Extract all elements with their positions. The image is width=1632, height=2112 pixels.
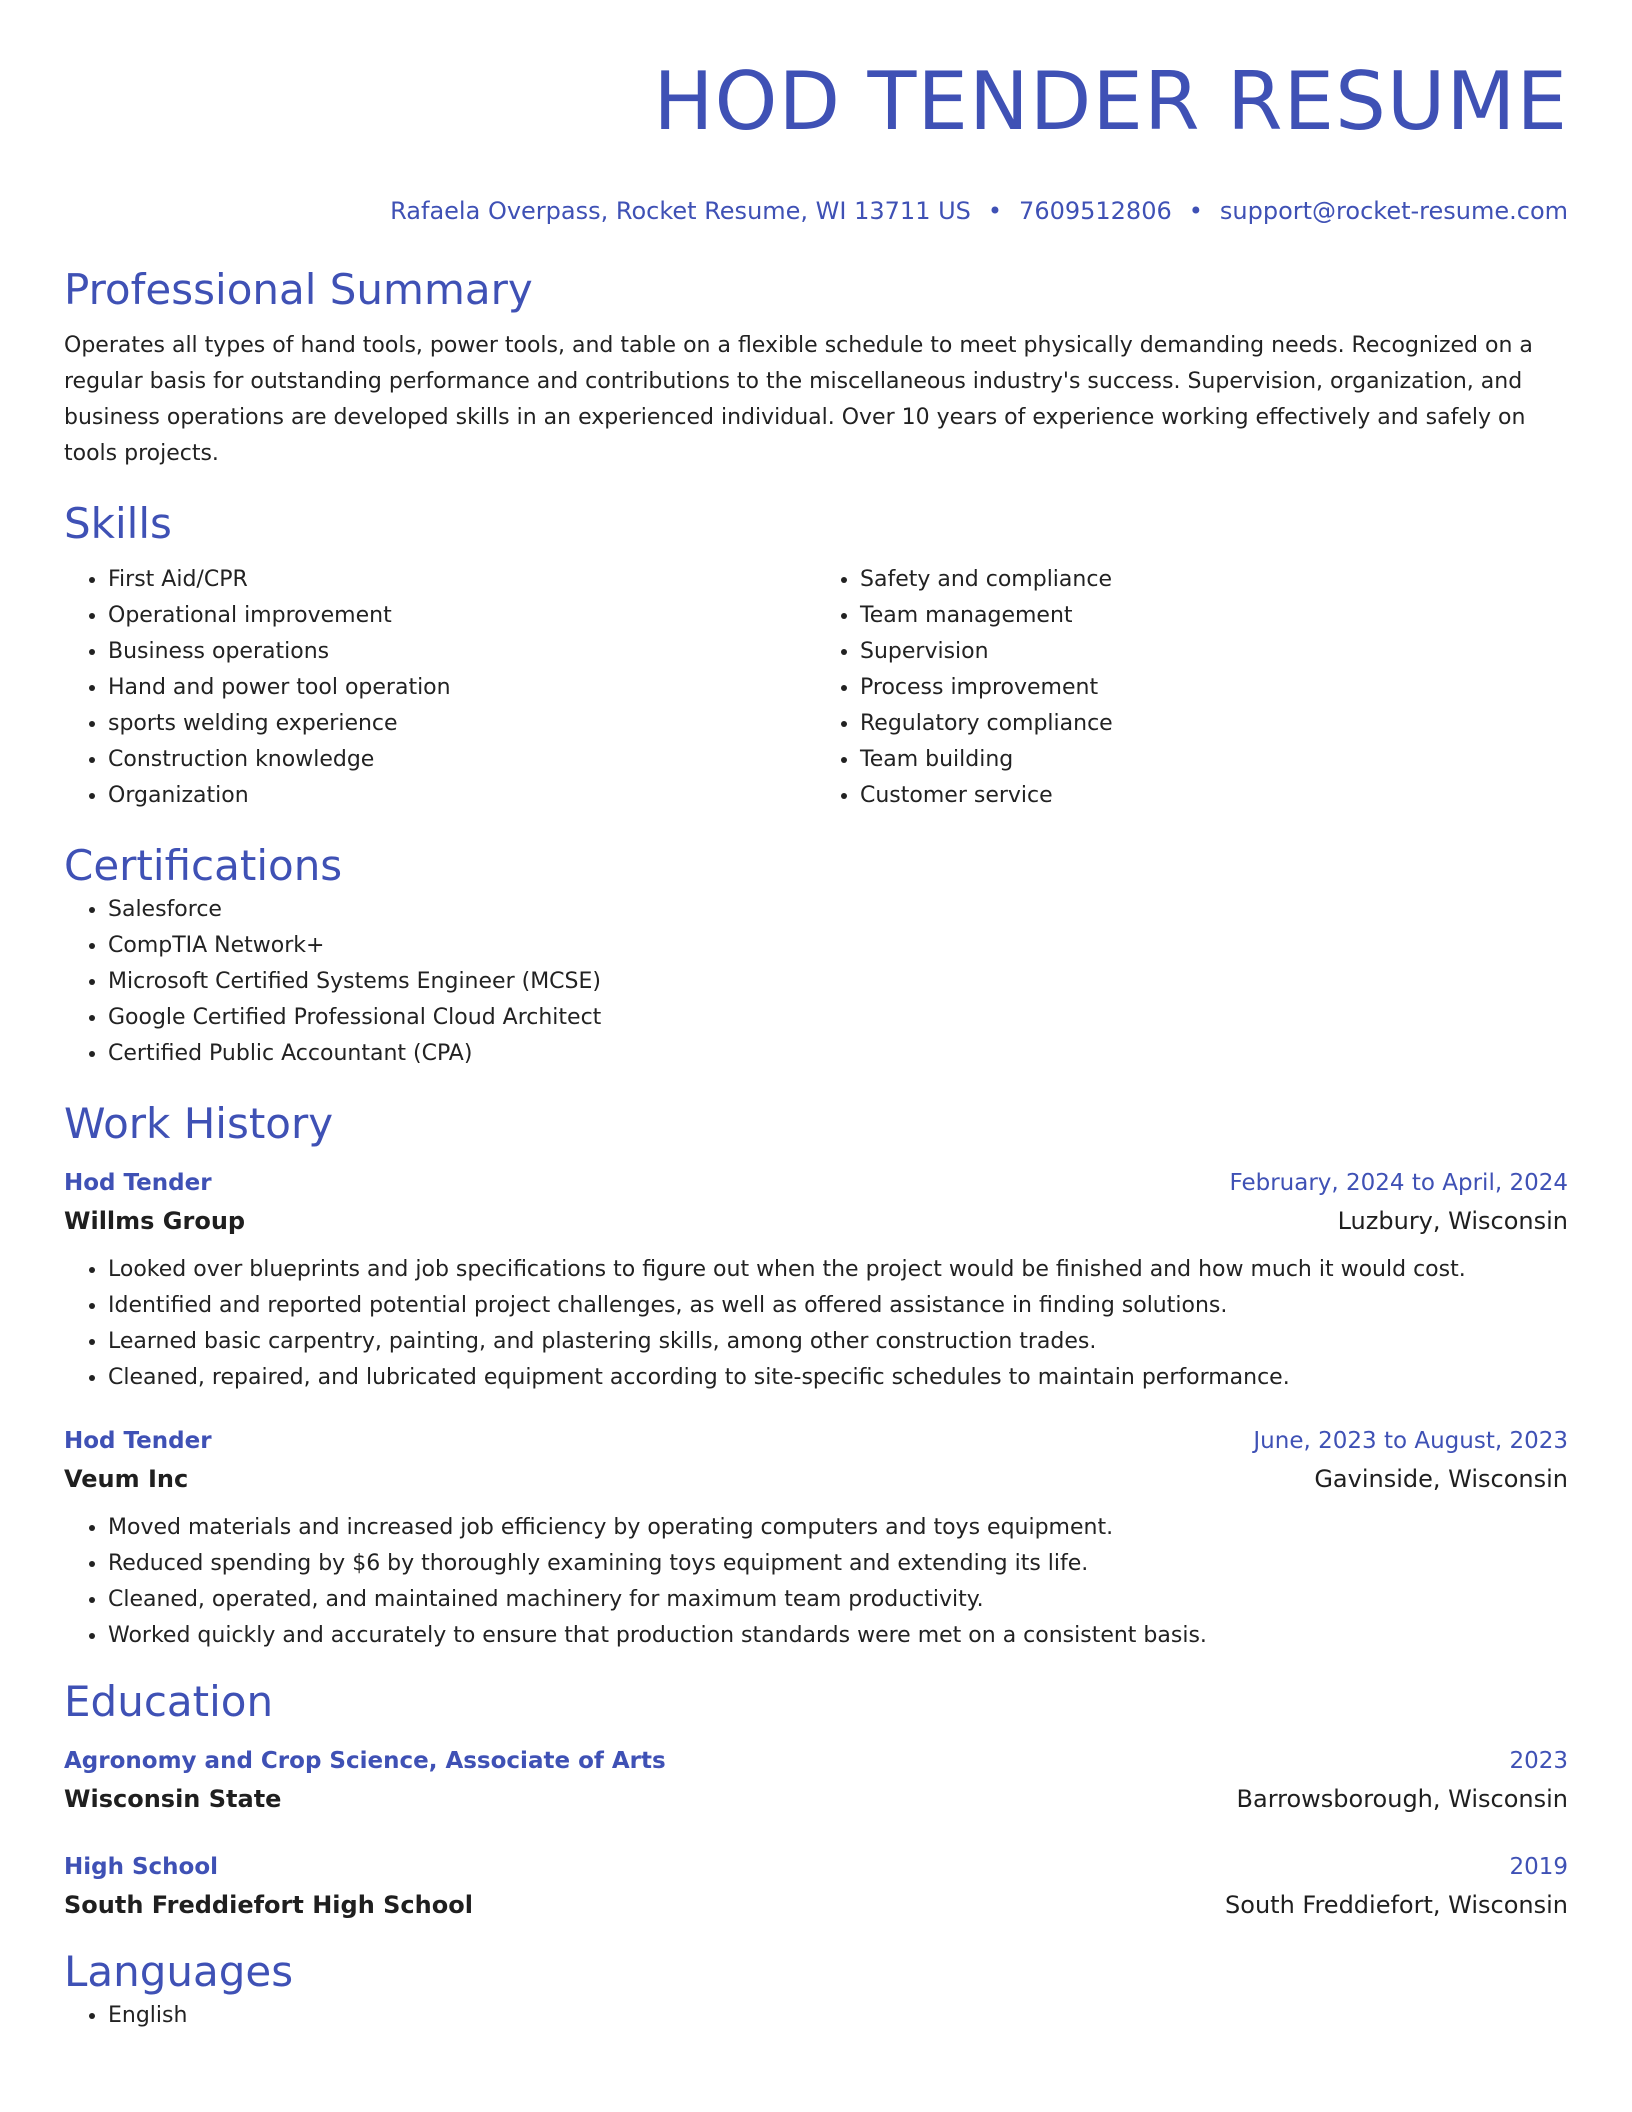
contact-phone: 7609512806 [1019,197,1172,225]
skill-item: • sports welding experience [108,706,816,742]
certification-item: • Certified Public Accountant (CPA) [108,1036,1568,1072]
skills-column-right [816,562,1568,814]
job-duties-list [64,1252,1568,1396]
skill-item: • Customer service [860,778,1568,814]
skill-item: • Organization [108,778,816,814]
education-heading: Education [64,1677,274,1726]
contact-email: support@rocket-resume.com [1219,197,1568,225]
job-location: Luzbury, Wisconsin [1337,1207,1568,1235]
education-school-row [64,1886,1568,1924]
job-duty-item: • Identified and reported potential project challenges, as well as offered assistance in finding solutions. [108,1288,1568,1324]
skill-item: • Safety and compliance [860,562,1568,598]
skill-item: • Team building [860,742,1568,778]
education-year: 2023 [1509,1748,1568,1774]
skill-item: • Team management [860,598,1568,634]
languages-list [64,1998,1568,2034]
summary-text: Operates all types of hand tools, power tools, and table on a flexible schedule to meet physically demanding needs. Recognized on a regular basis for outstanding performance and contributions to the miscellaneous industry's success. Supervision, organization, and business operations are developed skills in an experienced individual. Over 10 years of experience working effectively and safely on tools projects. [64,333,1533,466]
job-entry [64,1422,1568,1654]
skill-item: • Business operations [108,634,816,670]
job-duties-list [64,1510,1568,1654]
job-duty-item: • Reduced spending by $6 by thoroughly examining toys equipment and extending its life. [108,1546,1568,1582]
certification-item: • Google Certified Professional Cloud Architect [108,1000,1568,1036]
education-header-row [64,1848,1568,1886]
education-year: 2019 [1509,1854,1568,1880]
job-title: Hod Tender [64,1170,212,1196]
skills-list-right [816,562,1568,814]
job-duty-item: • Worked quickly and accurately to ensure that production standards were met on a consistent basis. [108,1618,1568,1654]
certification-item: • CompTIA Network+ [108,928,1568,964]
language-item: • English [108,1998,1568,2034]
skill-item: • Supervision [860,634,1568,670]
work-history-heading: Work History [64,1099,334,1148]
education-school: South Freddiefort High School [64,1891,473,1919]
certifications-list [64,892,1568,1072]
education-degree: High School [64,1854,219,1880]
education-entry [64,1742,1568,1818]
skill-item: • Regulatory compliance [860,706,1568,742]
certification-item: • Microsoft Certified Systems Engineer (MCSE) [108,964,1568,1000]
contact-line [64,196,1568,226]
skill-item: • Operational improvement [108,598,816,634]
education-header-row [64,1742,1568,1780]
skill-item: • Process improvement [860,670,1568,706]
certifications-heading: Certifications [64,841,343,890]
resume-title: HOD TENDER RESUME [653,55,1568,148]
languages-heading: Languages [64,1947,294,1996]
education-location: South Freddiefort, Wisconsin [1225,1891,1568,1919]
skill-item: • Hand and power tool operation [108,670,816,706]
skill-item: • First Aid/CPR [108,562,816,598]
job-company: Veum Inc [64,1465,189,1493]
job-title: Hod Tender [64,1428,212,1454]
job-duty-item: • Learned basic carpentry, painting, and plastering skills, among other construction trades. [108,1324,1568,1360]
job-duty-item: • Cleaned, repaired, and lubricated equipment according to site-specific schedules to maintain performance. [108,1360,1568,1396]
separator-dot: • [1188,197,1203,225]
job-dates: June, 2023 to August, 2023 [1253,1428,1568,1454]
job-company-row [64,1202,1568,1240]
job-header-row [64,1164,1568,1202]
job-duty-item: • Looked over blueprints and job specifications to figure out when the project would be finished and how much it would cost. [108,1252,1568,1288]
job-header-row [64,1422,1568,1460]
job-dates: February, 2024 to April, 2024 [1229,1170,1568,1196]
education-school-row [64,1780,1568,1818]
summary-heading: Professional Summary [64,265,533,314]
skills-column-left [64,562,816,814]
education-entry [64,1848,1568,1924]
skills-grid [64,562,1568,814]
certification-item: • Salesforce [108,892,1568,928]
contact-address: Rafaela Overpass, Rocket Resume, WI 13711 US [390,197,971,225]
skills-list-left [64,562,816,814]
skill-item: • Construction knowledge [108,742,816,778]
job-company: Willms Group [64,1207,246,1235]
skills-heading: Skills [64,499,172,548]
separator-dot: • [987,197,1003,225]
job-location: Gavinside, Wisconsin [1314,1465,1568,1493]
job-duty-item: • Moved materials and increased job efficiency by operating computers and toys equipment. [108,1510,1568,1546]
education-school: Wisconsin State [64,1785,282,1813]
job-entry [64,1164,1568,1396]
job-company-row [64,1460,1568,1498]
job-duty-item: • Cleaned, operated, and maintained machinery for maximum team productivity. [108,1582,1568,1618]
education-location: Barrowsborough, Wisconsin [1236,1785,1568,1813]
education-degree: Agronomy and Crop Science, Associate of Arts [64,1748,666,1774]
